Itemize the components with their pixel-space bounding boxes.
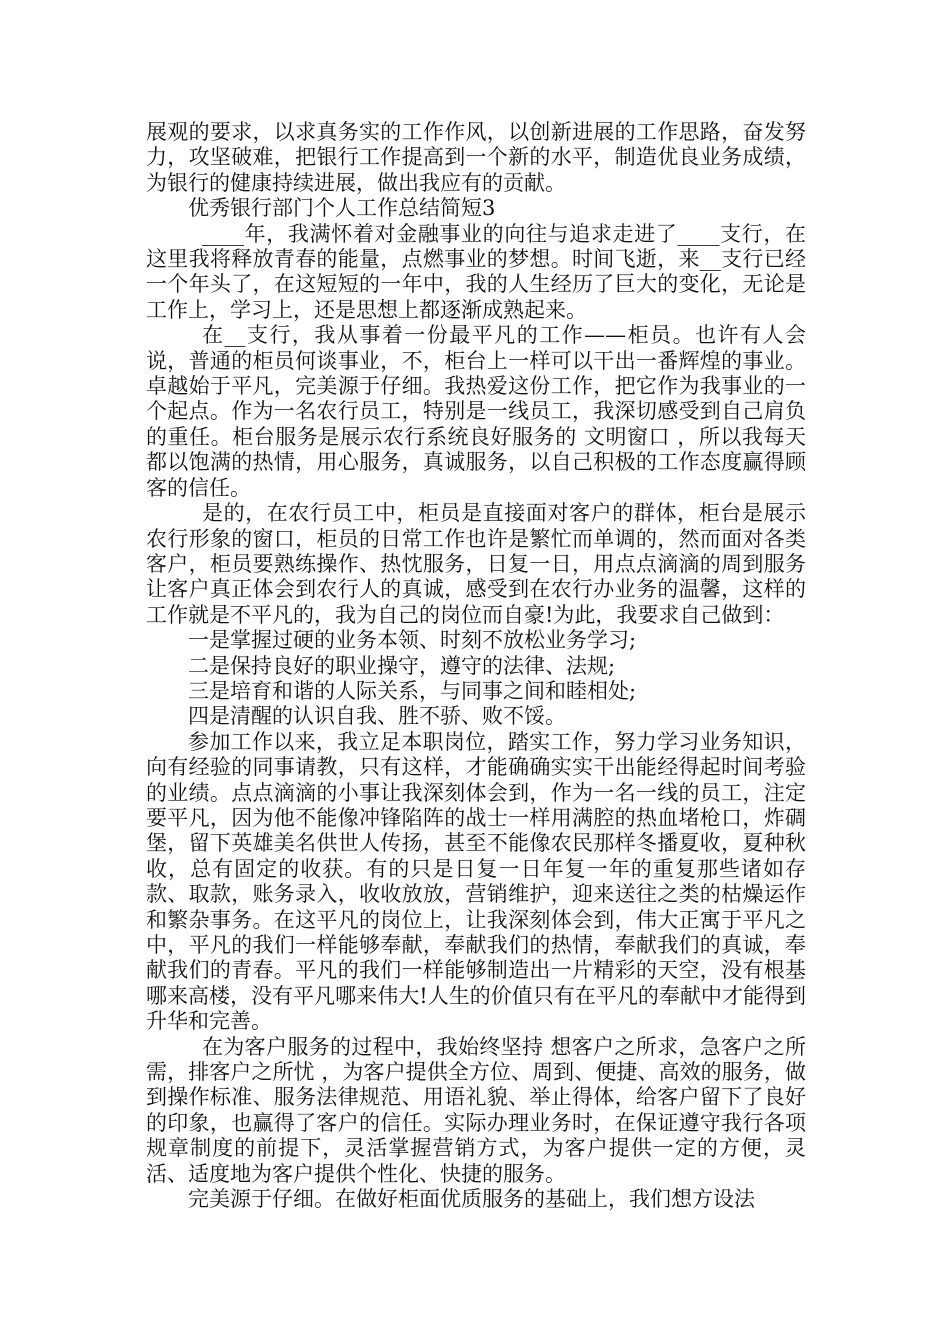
paragraph: ____年，我满怀着对金融事业的向往与追求走进了____支行，在这里我将释放青春的能量，点燃事业的梦想。时间飞逝，来__支行已经一个年头了，在这短短的一年中，我的人生经历了巨大的变化，无论是工作上，学习上，还是思想上都逐渐成熟起来。	[146, 221, 806, 322]
list-item: 三是培育和谐的人际关系，与同事之间和睦相处;	[188, 678, 637, 703]
list-item: 四是清醒的认识自我、胜不骄、败不馁。	[188, 704, 566, 729]
document-page	[146, 120, 806, 1212]
paragraph: 参加工作以来，我立足本职岗位，踏实工作，努力学习业务知识，向有经验的同事请教，只有这样，才能确确实实干出能经得起时间考验的业绩。点点滴滴的小事让我深刻体会到，作为一名一线的员工，注定要平凡，因为他不能像冲锋陷阵的战士一样用满腔的热血堵枪口，炸碉堡，留下英雄美名供世人传扬，甚至不能像农民那样冬播夏收，夏种秋收，总有固定的收获。有的只是日复一日年复一年的重复那些诸如存款、取款，账务录入，收收放放，营销维护，迎来送往之类的枯燥运作和繁杂事务。在这平凡的岗位上，让我深刻体会到，伟大正寓于平凡之中，平凡的我们一样能够奉献，奉献我们的热情，奉献我们的真诚，奉献我们的青春。平凡的我们一样能够制造出一片精彩的天空，没有根基哪来高楼，没有平凡哪来伟大!人生的价值只有在平凡的奉献中才能得到升华和完善。	[146, 729, 806, 1034]
paragraph: 是的，在农行员工中，柜员是直接面对客户的群体，柜台是展示农行形象的窗口，柜员的日常工作也许是繁忙而单调的，然而面对各类客户，柜员要熟练操作、热忱服务，日复一日，用点点滴滴的周到服务让客户真正体会到农行人的真诚，感受到在农行办业务的温馨，这样的工作就是不平凡的，我为自己的岗位而自豪!为此，我要求自己做到：	[146, 501, 806, 627]
paragraph: 完美源于仔细。在做好柜面优质服务的基础上，我们想方设法	[188, 1187, 755, 1212]
section-heading: 优秀银行部门个人工作总结简短3	[188, 196, 496, 221]
list-item: 二是保持良好的职业操守，遵守的法律、法规;	[188, 653, 616, 678]
paragraph: 在为客户服务的过程中，我始终坚持 想客户之所求，急客户之所需，排客户之所忧 ，为客户提供全方位、周到、便捷、高效的服务，做到操作标准、服务法律规范、用语礼貌、举止得体，给客户留下了良好的印象，也赢得了客户的信任。实际办理业务时，在保证遵守我行各项规章制度的前提下，灵活掌握营销方式，为客户提供一定的方便，灵活、适度地为客户提供个性化、快捷的服务。	[146, 1034, 806, 1186]
paragraph-continuation: 展观的要求，以求真务实的工作作风，以创新进展的工作思路，奋发努力，攻坚破难，把银行工作提高到一个新的水平，制造优良业务成绩，为银行的健康持续进展，做出我应有的贡献。	[146, 120, 806, 195]
paragraph: 在__支行，我从事着一份最平凡的工作——柜员。也许有人会说，普通的柜员何谈事业，不，柜台上一样可以干出一番辉煌的事业。卓越始于平凡，完美源于仔细。我热爱这份工作，把它作为我事业的一个起点。作为一名农行员工，特别是一线员工，我深切感受到自己肩负的重任。柜台服务是展示农行系统良好服务的 文明窗口 ，所以我每天都以饱满的热情，用心服务，真诚服务，以自己积极的工作态度赢得顾客的信任。	[146, 323, 806, 500]
list-item: 一是掌握过硬的业务本领、时刻不放松业务学习;	[188, 628, 637, 653]
